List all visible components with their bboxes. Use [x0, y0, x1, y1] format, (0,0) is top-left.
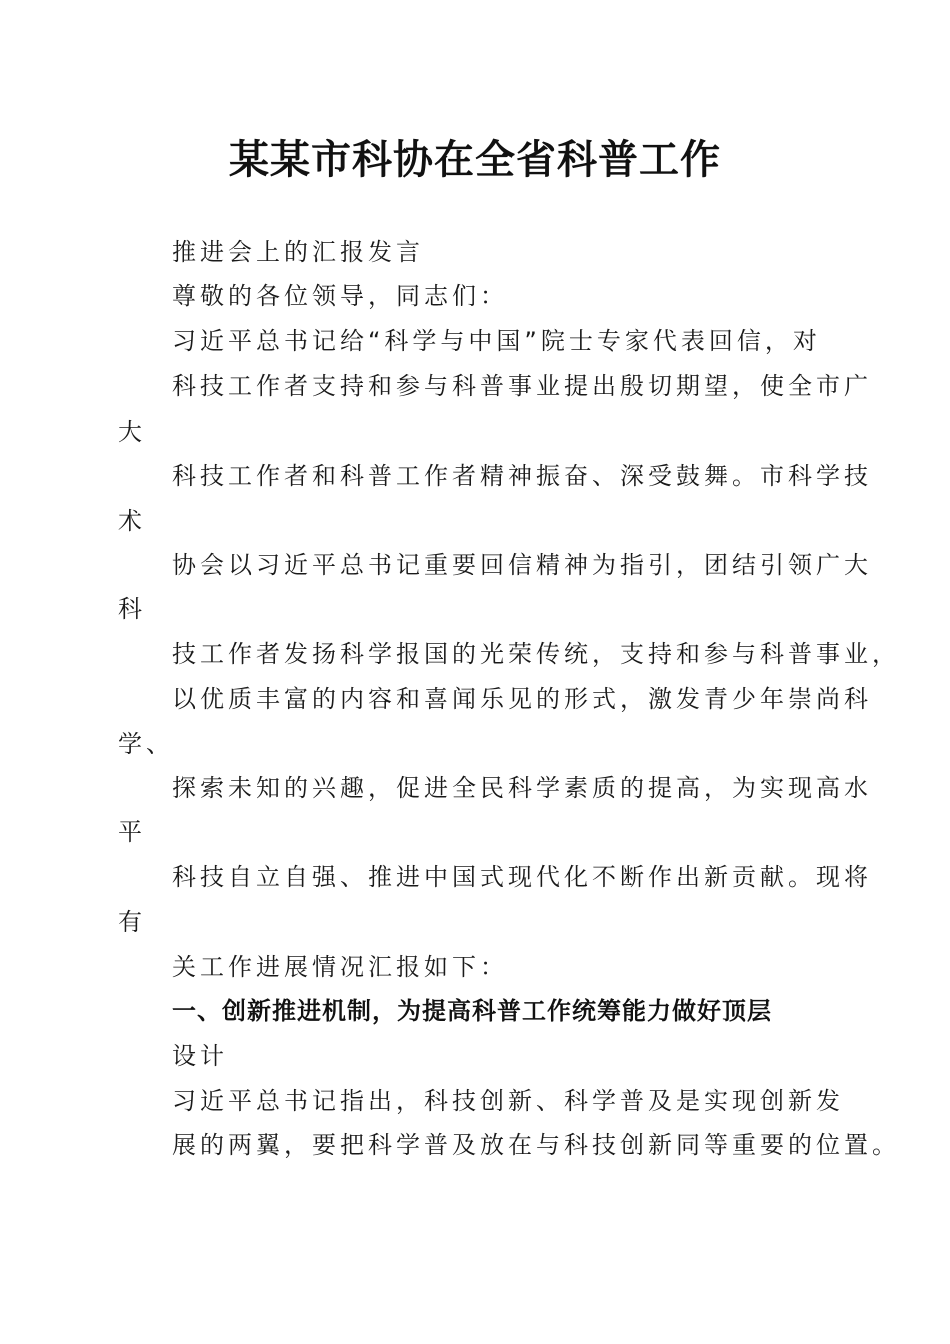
paragraph-line: 习近平总书记给“科学与中国”院士专家代表回信，对: [172, 327, 821, 355]
paragraph-line: 以优质丰富的内容和喜闻乐见的形式，激发青少年崇尚科: [172, 685, 872, 713]
paragraph-line: 设计: [172, 1042, 228, 1070]
section-heading: 一、创新推进机制，为提高科普工作统筹能力做好顶层: [172, 997, 772, 1025]
paragraph-line: 展的两翼，要把科学普及放在与科技创新同等重要的位置。: [172, 1131, 900, 1159]
wrapped-char-line: 有: [118, 908, 146, 936]
wrapped-char-line: 平: [118, 818, 146, 846]
wrapped-char-line: 大: [118, 418, 146, 446]
document-title: 某某市科协在全省科普工作: [229, 136, 721, 183]
paragraph-line: 探索未知的兴趣，促进全民科学素质的提高，为实现高水: [172, 774, 872, 802]
paragraph-line: 技工作者发扬科学报国的光荣传统，支持和参与科普事业，: [172, 640, 900, 668]
wrapped-char-line: 学、: [118, 730, 174, 758]
salutation-line: 尊敬的各位领导，同志们：: [172, 282, 508, 310]
paragraph-line: 习近平总书记指出，科技创新、科学普及是实现创新发: [172, 1087, 844, 1115]
paragraph-line: 科技工作者支持和参与科普事业提出殷切期望，使全市广: [172, 372, 872, 400]
paragraph-line: 关工作进展情况汇报如下：: [172, 953, 508, 981]
paragraph-line: 科技自立自强、推进中国式现代化不断作出新贡献。现将: [172, 863, 872, 891]
paragraph-line: 协会以习近平总书记重要回信精神为指引，团结引领广大: [172, 551, 872, 579]
paragraph-line: 推进会上的汇报发言: [172, 238, 424, 266]
paragraph-line: 科技工作者和科普工作者精神振奋、深受鼓舞。市科学技: [172, 462, 872, 490]
wrapped-char-line: 术: [118, 507, 146, 535]
wrapped-char-line: 科: [118, 595, 146, 623]
